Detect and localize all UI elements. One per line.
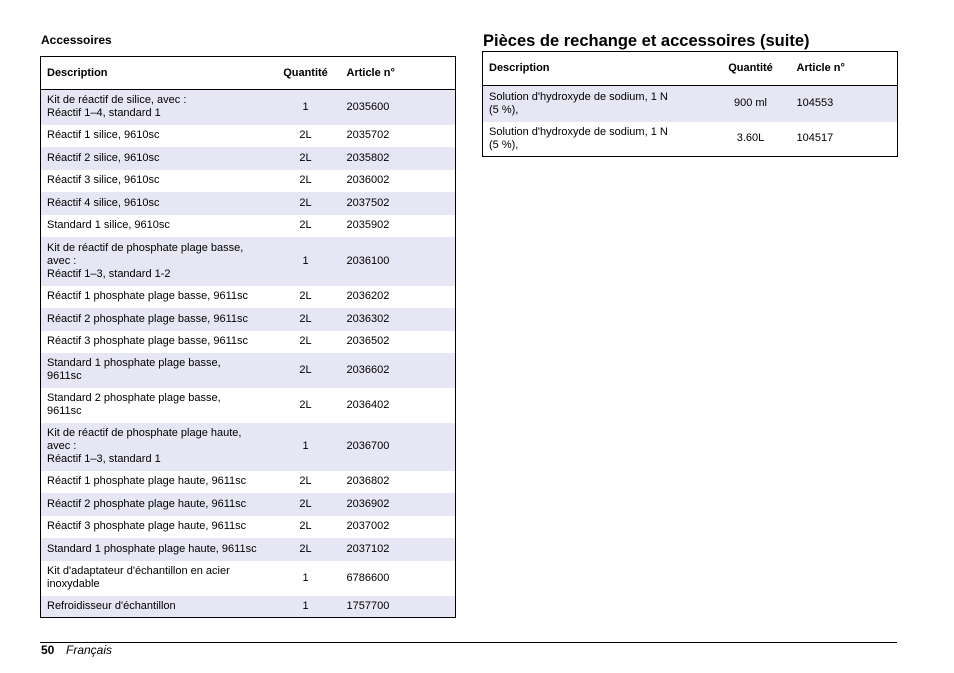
column-header: Description: [489, 62, 550, 74]
item-description: Réactif 2 phosphate plage haute, 9611sc: [41, 493, 271, 516]
column-header: Quantité: [283, 66, 328, 79]
item-description: Réactif 3 phosphate plage haute, 9611sc: [47, 520, 247, 532]
table-row: [41, 516, 456, 538]
item-description: Solution d'hydroxyde de sodium, 1 N (5 %),: [483, 86, 711, 122]
item-description: Standard 1 phosphate plage basse, 9611sc: [41, 353, 271, 388]
item-quantity: 1: [271, 423, 341, 471]
item-description: Kit d'adaptateur d'échantillon en acier inoxydable: [47, 565, 230, 590]
item-quantity: 1: [271, 596, 341, 618]
item-article-number: 2035902: [346, 219, 390, 231]
footer-divider: [40, 642, 897, 643]
item-article-number: 2036700: [341, 423, 456, 471]
table-row: [41, 170, 456, 192]
item-description: Standard 2 phosphate plage basse, 9611sc: [47, 392, 221, 417]
item-article-number: 1757700: [341, 596, 456, 618]
item-article-number: 2036602: [341, 353, 456, 388]
item-description: Réactif 1 silice, 9610sc: [47, 129, 160, 141]
item-article-number: 2036802: [346, 475, 390, 487]
item-article-number: 2036302: [341, 308, 456, 331]
item-description: Réactif 3 phosphate plage basse, 9611sc: [47, 335, 248, 347]
table-row: [41, 596, 456, 618]
item-article-number: 2036002: [346, 174, 390, 186]
item-article-number: 2036502: [346, 335, 390, 347]
table-row: [41, 286, 456, 308]
item-quantity: 2L: [299, 398, 312, 411]
table-row: [41, 237, 456, 286]
item-article-number: 2035702: [346, 129, 390, 141]
column-header: Article n°: [346, 66, 395, 79]
column-header: Article n°: [796, 62, 845, 74]
item-description: Standard 1 silice, 9610sc: [47, 219, 170, 231]
item-description: Réactif 2 phosphate plage basse, 9611sc: [41, 308, 271, 331]
item-article-number: 2036402: [346, 398, 390, 411]
item-quantity: 3.60L: [736, 132, 765, 145]
page-number: 50: [41, 643, 55, 657]
table-row: [41, 423, 456, 471]
table-row: [41, 538, 456, 561]
item-description: Réactif 2 silice, 9610sc: [41, 147, 271, 170]
table-row: [41, 215, 456, 237]
table-row: [41, 125, 456, 147]
item-quantity: 2L: [299, 174, 312, 186]
item-description: Solution d'hydroxyde de sodium, 1 N (5 %),: [489, 125, 668, 151]
spare-parts-title: Pièces de rechange et accessoires (suite): [483, 32, 810, 50]
item-quantity: 2L: [271, 308, 341, 331]
item-article-number: 104517: [796, 132, 834, 145]
table-row: [41, 353, 456, 388]
item-article-number: 2037002: [346, 520, 390, 532]
item-article-number: 2036902: [341, 493, 456, 516]
item-quantity: 1: [302, 571, 309, 584]
table-row: [41, 388, 456, 423]
item-quantity: 2L: [299, 335, 312, 347]
item-quantity: 2L: [271, 353, 341, 388]
item-description: Kit de réactif de silice, avec : Réactif 1–4, standard 1: [41, 90, 271, 125]
table-row: [483, 122, 898, 157]
item-quantity: 2L: [299, 520, 312, 532]
item-description: Réactif 1 phosphate plage basse, 9611sc: [47, 290, 248, 302]
table-row: [483, 86, 898, 122]
item-quantity: 900 ml: [711, 86, 791, 122]
item-article-number: 6786600: [346, 571, 390, 584]
item-quantity: 2L: [299, 129, 312, 141]
item-quantity: 2L: [271, 192, 341, 215]
table-row: [41, 561, 456, 596]
item-article-number: 2035802: [341, 147, 456, 170]
table-row: [41, 331, 456, 353]
table-row: [41, 90, 456, 125]
accessories-table: [40, 56, 456, 618]
item-description: Standard 1 phosphate plage haute, 9611sc: [41, 538, 271, 561]
item-article-number: 2036202: [346, 290, 390, 302]
item-quantity: 2L: [299, 475, 312, 487]
page-language: Français: [66, 643, 113, 657]
item-description: Kit de réactif de phosphate plage basse, avec : Réactif 1–3, standard 1-2: [41, 237, 271, 286]
column-header: Description: [47, 66, 108, 79]
item-quantity: 1: [271, 237, 341, 286]
item-article-number: 2036100: [341, 237, 456, 286]
item-quantity: 2L: [271, 493, 341, 516]
item-quantity: 1: [271, 90, 341, 125]
table-row: [41, 147, 456, 170]
item-quantity: 2L: [299, 290, 312, 302]
item-quantity: 2L: [271, 147, 341, 170]
item-article-number: 2035600: [341, 90, 456, 125]
table-row: [41, 471, 456, 493]
item-article-number: 104553: [791, 86, 898, 122]
item-description: Refroidisseur d'échantillon: [41, 596, 271, 618]
item-description: Kit de réactif de phosphate plage haute, avec : Réactif 1–3, standard 1: [41, 423, 271, 471]
column-header: Quantité: [728, 62, 773, 74]
item-description: Réactif 3 silice, 9610sc: [47, 174, 160, 186]
table-header-row: [41, 57, 456, 90]
item-quantity: 2L: [299, 219, 312, 231]
item-description: Réactif 1 phosphate plage haute, 9611sc: [47, 475, 247, 487]
table-row: [41, 493, 456, 516]
table-row: [41, 308, 456, 331]
accessories-title: Accessoires: [41, 33, 112, 47]
item-description: Réactif 4 silice, 9610sc: [41, 192, 271, 215]
spare-parts-table: [482, 51, 898, 157]
item-article-number: 2037502: [341, 192, 456, 215]
item-quantity: 2L: [271, 538, 341, 561]
table-header-row: [483, 52, 898, 86]
item-article-number: 2037102: [341, 538, 456, 561]
table-row: [41, 192, 456, 215]
